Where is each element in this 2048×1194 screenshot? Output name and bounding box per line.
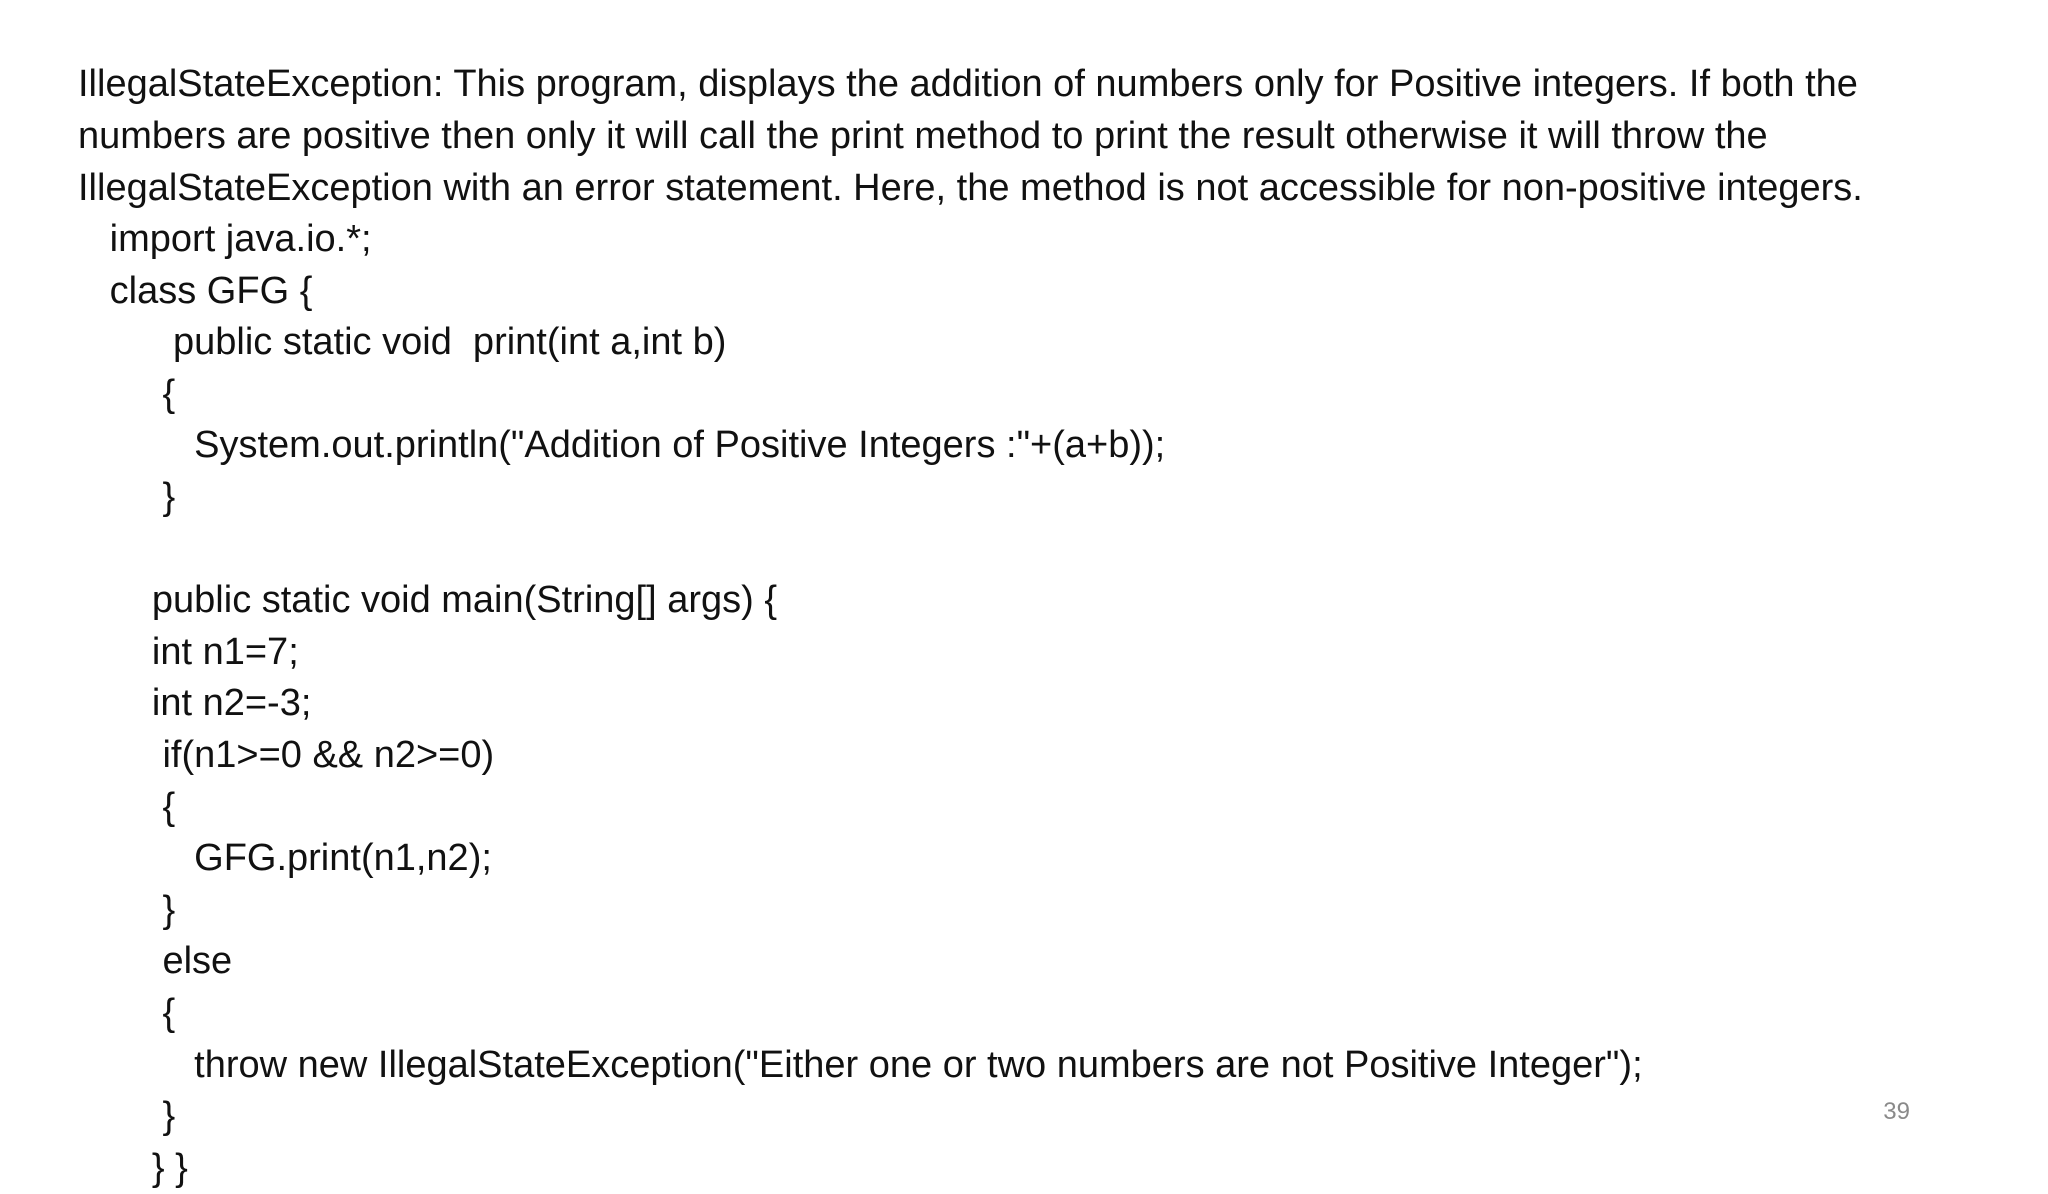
code-line: } <box>78 888 176 931</box>
code-line: import java.io.*; <box>78 218 372 260</box>
intro-line: IllegalStateException with an error statement. Here, the method is not accessible for non-positive integers. <box>78 167 1863 209</box>
code-line: { <box>78 372 176 415</box>
code-line: GFG.print(n1,n2); <box>78 837 492 880</box>
code-line: { <box>78 785 176 828</box>
intro-line: numbers are positive then only it will call the print method to print the result otherwise it will throw the <box>78 115 1768 157</box>
code-line: System.out.println("Addition of Positive Integers :"+(a+b)); <box>78 424 1166 467</box>
intro-paragraph <box>78 58 1978 214</box>
code-line <box>78 524 1978 576</box>
page-number: 39 <box>1883 1098 1910 1125</box>
code-block <box>78 214 1978 1194</box>
code-line: } <box>78 1095 176 1138</box>
code-line: int n2=-3; <box>78 682 312 725</box>
code-line: public static void main(String[] args) { <box>78 579 778 622</box>
intro-line: IllegalStateException: This program, displays the addition of numbers only for Positive integers. If both the <box>78 63 1858 105</box>
code-line: int n1=7; <box>78 630 299 673</box>
code-line: throw new IllegalStateException("Either one or two numbers are not Positive Integer"); <box>78 1043 1643 1086</box>
code-line: if(n1>=0 && n2>=0) <box>78 733 495 776</box>
code-line: else <box>78 940 233 983</box>
code-line: } <box>78 475 176 518</box>
code-line: } } <box>78 1146 188 1189</box>
code-line: { <box>78 991 176 1034</box>
code-line: class GFG { <box>78 269 313 312</box>
slide-content <box>78 58 1978 1194</box>
code-line: public static void print(int a,int b) <box>78 321 727 364</box>
